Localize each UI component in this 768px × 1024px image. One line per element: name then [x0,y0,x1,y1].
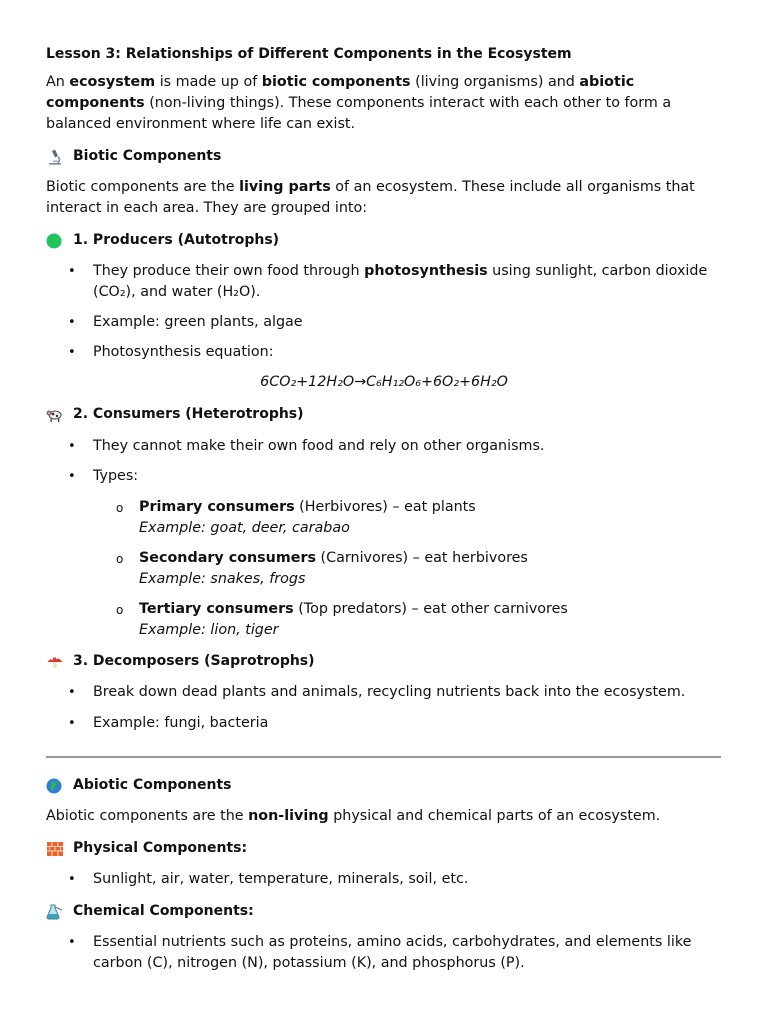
producers-heading-text: 1. Producers (Autotrophs) [73,232,280,248]
consumer-type-example: Example: goat, deer, carabao [139,520,350,536]
abiotic-heading [46,775,728,796]
mushroom-icon [46,653,64,671]
lesson-title: Lesson 3: Relationships of Different Components in the Ecosystem [46,46,572,62]
consumer-type-name: Primary consumers [139,499,295,515]
list-item: • Example: green plants, algae [68,312,728,333]
intro-bold-abiotic: abiotic components [46,74,635,111]
globe-icon [46,777,64,795]
list-item: • Example: fungi, bacteria [68,713,728,734]
bullet-bold-photosynthesis: photosynthesis [364,263,488,279]
list-item [68,261,728,303]
biotic-description [46,177,728,219]
alembic-icon [46,903,64,921]
consumer-type-name: Secondary consumers [139,550,317,566]
consumer-type-name: Tertiary consumers [139,601,294,617]
list-item: • They cannot make their own food and rely on other organisms. [68,436,728,457]
abiotic-desc-text: Abiotic components are the [46,808,249,824]
list-item: • Photosynthesis equation: [68,342,728,363]
list-item: • Essential nutrients such as proteins, amino acids, carbohydrates, and elements like carbon (C), nitrogen (N), potassium (K), and phosphorus (P). [68,932,728,974]
green-circle-icon [46,232,64,250]
biotic-heading-text: Biotic Components [73,148,222,164]
intro-text: is made up of [155,74,262,90]
biotic-heading [46,146,728,167]
consumer-type-example: Example: snakes, frogs [139,571,306,587]
consumers-heading [46,404,728,425]
physical-heading-text: Physical Components: [73,840,248,856]
abiotic-desc-bold: non-living [248,808,329,824]
chemical-heading [46,901,728,922]
microscope-icon [46,148,64,166]
consumer-type-item [116,548,728,590]
biotic-desc-text: of an ecosystem. These include all organisms that interact in each area. They are grouped into: [46,179,695,216]
consumer-type-desc: (Carnivores) – eat herbivores [316,550,528,566]
biotic-desc-text: Biotic components are the [46,179,240,195]
intro-text: (living organisms) and [410,74,580,90]
decomposers-heading [46,651,728,672]
intro-text: (non-living things). These components interact with each other to form a balanced environment where life can exist. [46,95,672,132]
consumer-type-example: Example: lion, tiger [139,622,279,638]
intro-text: An [46,74,70,90]
list-item: • Break down dead plants and animals, recycling nutrients back into the ecosystem. [68,682,728,703]
cow-icon [46,406,64,424]
list-item: • Types: [68,466,728,487]
bullet-text: using sunlight, carbon dioxide (CO₂), and water (H₂O). [93,263,708,300]
chemical-heading-text: Chemical Components: [73,903,254,919]
consumer-type-item [116,599,728,641]
producers-heading [46,230,728,251]
consumer-type-item [116,497,728,539]
consumer-type-desc: (Top predators) – eat other carnivores [293,601,568,617]
list-item: • Sunlight, air, water, temperature, minerals, soil, etc. [68,869,728,890]
abiotic-description [46,806,728,827]
intro-paragraph [46,72,728,135]
physical-heading [46,838,728,859]
bullet-text: They produce their own food through [93,263,365,279]
abiotic-heading-text: Abiotic Components [73,777,232,793]
brick-icon [46,840,64,858]
abiotic-desc-text: physical and chemical parts of an ecosystem. [328,808,661,824]
biotic-desc-bold: living parts [239,179,331,195]
intro-bold-ecosystem: ecosystem [69,74,156,90]
section-divider [46,756,721,758]
photosynthesis-equation: 6CO₂+12H₂O→C₆H₁₂O₆+6O₂+6H₂O [260,374,508,390]
consumer-type-desc: (Herbivores) – eat plants [294,499,476,515]
consumers-heading-text: 2. Consumers (Heterotrophs) [73,406,304,422]
decomposers-heading-text: 3. Decomposers (Saprotrophs) [73,653,315,669]
intro-bold-biotic: biotic components [261,74,411,90]
